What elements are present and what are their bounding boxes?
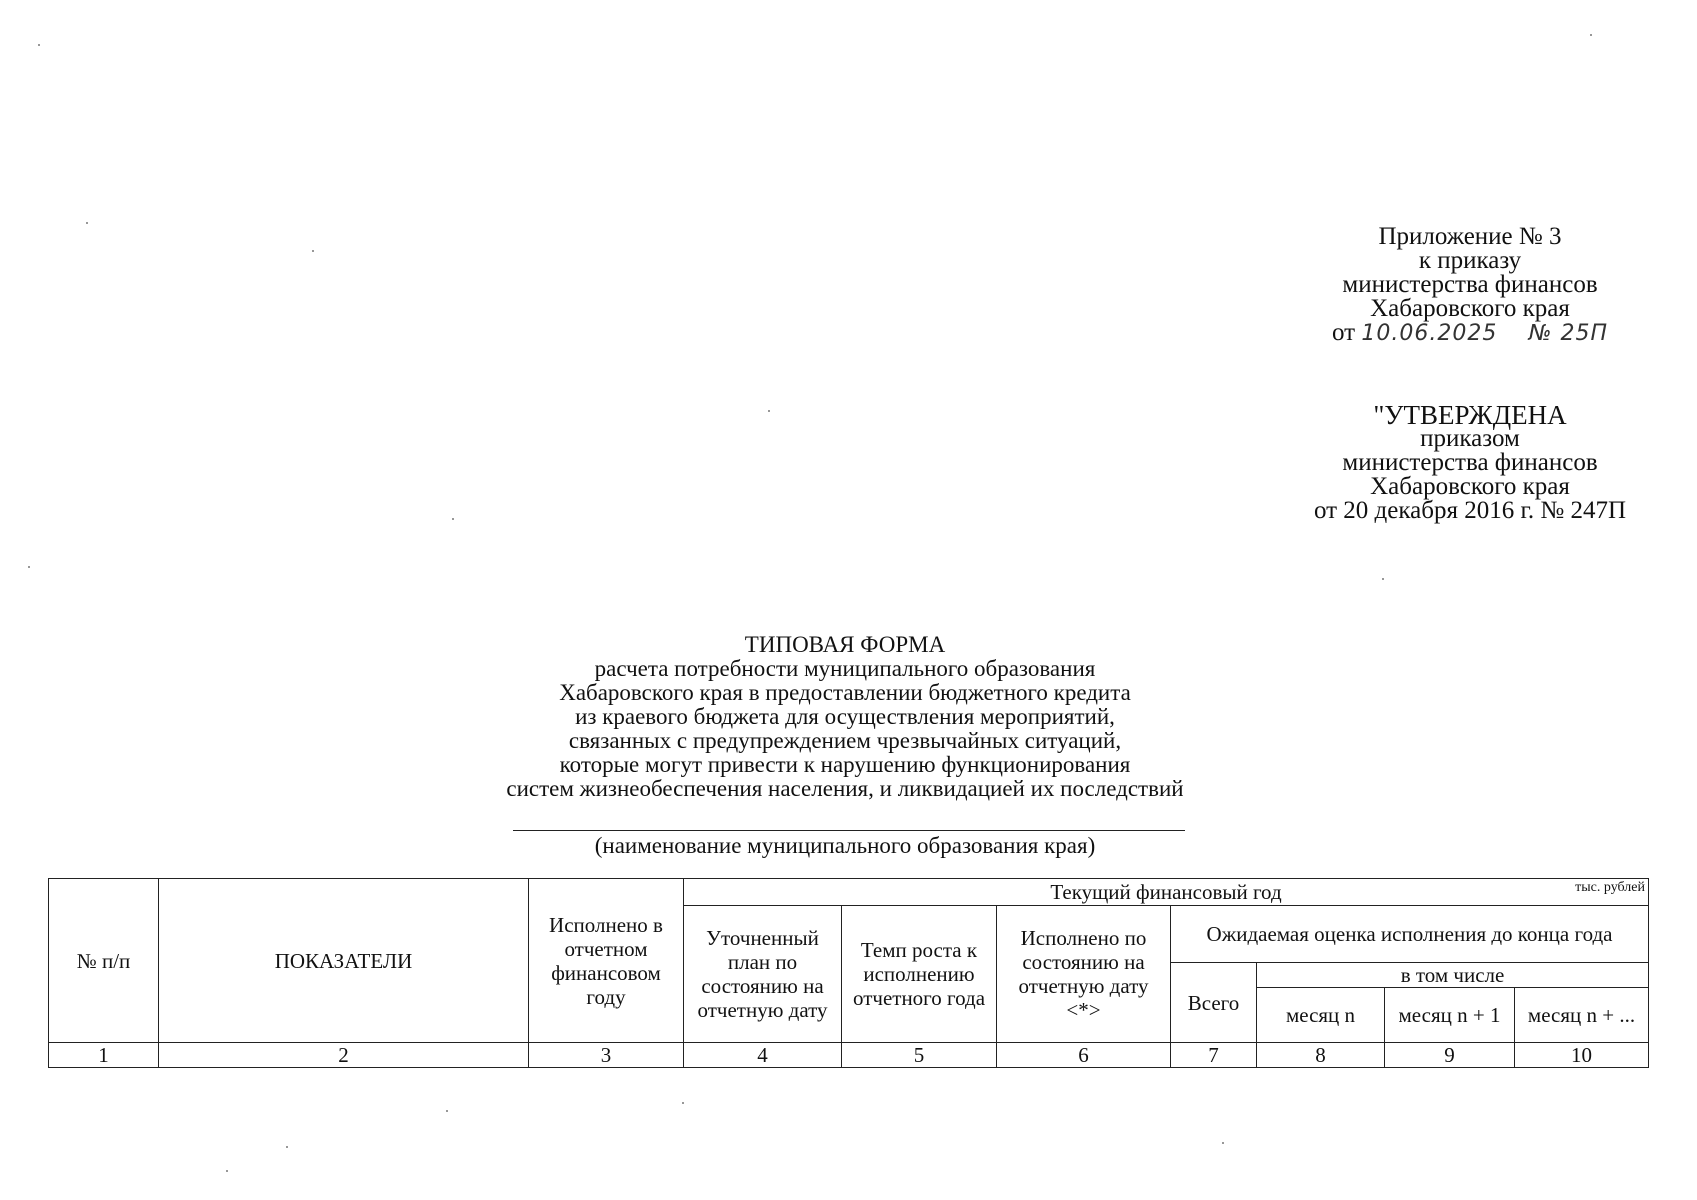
form-title-line: систем жизнеобеспечения населения, и ликвидацией их последствий (506, 776, 1184, 801)
header-expected: Ожидаемая оценка исполнения до конца года (1171, 906, 1649, 963)
column-number: 9 (1385, 1043, 1515, 1068)
approval-line-5: от 20 декабря 2016 г. № 247П (1313, 497, 1627, 524)
column-number: 1 (49, 1043, 159, 1068)
approval-block (1270, 400, 1670, 524)
column-number: 6 (997, 1043, 1171, 1068)
header-executed-date: Исполнено по состоянию на отчетную дату <*> (997, 906, 1171, 1043)
scan-speck (312, 250, 314, 252)
scan-speck (452, 518, 454, 520)
scan-speck (226, 1170, 228, 1172)
header-growth: Темп роста к исполнению отчетного года (842, 906, 997, 1043)
column-number: 5 (842, 1043, 997, 1068)
header-including: в том числе (1257, 963, 1649, 988)
form-title-line: из краевого бюджета для осуществления мероприятий, (575, 704, 1115, 729)
appendix-number: № 25П (1528, 321, 1608, 346)
column-number: 10 (1515, 1043, 1649, 1068)
appendix-line-3: министерства финансов (1342, 271, 1598, 298)
scan-speck (1590, 34, 1592, 36)
table-header-row (49, 879, 1649, 906)
column-number: 4 (684, 1043, 842, 1068)
form-title-line: расчета потребности муниципального образования (594, 656, 1096, 681)
appendix-date-prefix: от (1332, 319, 1356, 346)
form-title-heading: ТИПОВАЯ ФОРМА (744, 632, 946, 657)
approval-line-3: министерства финансов (1342, 449, 1598, 476)
scan-speck (38, 44, 40, 46)
table-number-row (49, 1043, 1649, 1068)
appendix-line-1: Приложение № 3 (1378, 223, 1562, 250)
units-label: тыс. рублей (1575, 880, 1645, 895)
appendix-line-4: Хабаровского края (1370, 295, 1570, 322)
calculation-table (48, 878, 1649, 1068)
form-title-line: которые могут привести к нарушению функционирования (559, 752, 1131, 777)
form-title-line: Хабаровского края в предоставлении бюджетного кредита (559, 680, 1131, 705)
appendix-date-row (1270, 321, 1670, 346)
approval-line-2: приказом (1420, 425, 1520, 452)
header-plan: Уточненный план по состоянию на отчетную дату (684, 906, 842, 1043)
scan-speck (28, 566, 30, 568)
header-executed-prev: Исполнено в отчетном финансовом году (529, 879, 684, 1043)
scan-speck (682, 1102, 684, 1104)
column-number: 2 (159, 1043, 529, 1068)
form-title-line: связанных с предупреждением чрезвычайных ситуаций, (568, 728, 1122, 753)
column-number: 7 (1171, 1043, 1257, 1068)
column-number: 8 (1257, 1043, 1385, 1068)
scan-speck (768, 410, 770, 412)
form-title (400, 633, 1290, 801)
approval-heading: "УТВЕРЖДЕНА (1373, 400, 1567, 430)
scan-speck (446, 1110, 448, 1112)
scan-speck (1382, 578, 1384, 580)
header-total: Всего (1171, 963, 1257, 1043)
header-month-n1: месяц n + 1 (1385, 988, 1515, 1043)
municipality-name-caption: (наименование муниципального образования края) (594, 833, 1096, 858)
scan-speck (286, 1146, 288, 1148)
header-indicators: ПОКАЗАТЕЛИ (159, 879, 529, 1043)
scan-speck (1222, 1142, 1224, 1144)
appendix-line-2: к приказу (1418, 247, 1522, 274)
appendix-block (1270, 225, 1670, 346)
scan-speck (86, 222, 88, 224)
header-current-year: Текущий финансовый год (684, 879, 1649, 906)
header-month-n: месяц n (1257, 988, 1385, 1043)
approval-line-4: Хабаровского края (1370, 473, 1570, 500)
appendix-date: 10.06.2025 (1361, 321, 1498, 346)
header-month-nx: месяц n + ... (1515, 988, 1649, 1043)
column-number: 3 (529, 1043, 684, 1068)
municipality-name-line (513, 830, 1185, 831)
header-num: № п/п (49, 879, 159, 1043)
